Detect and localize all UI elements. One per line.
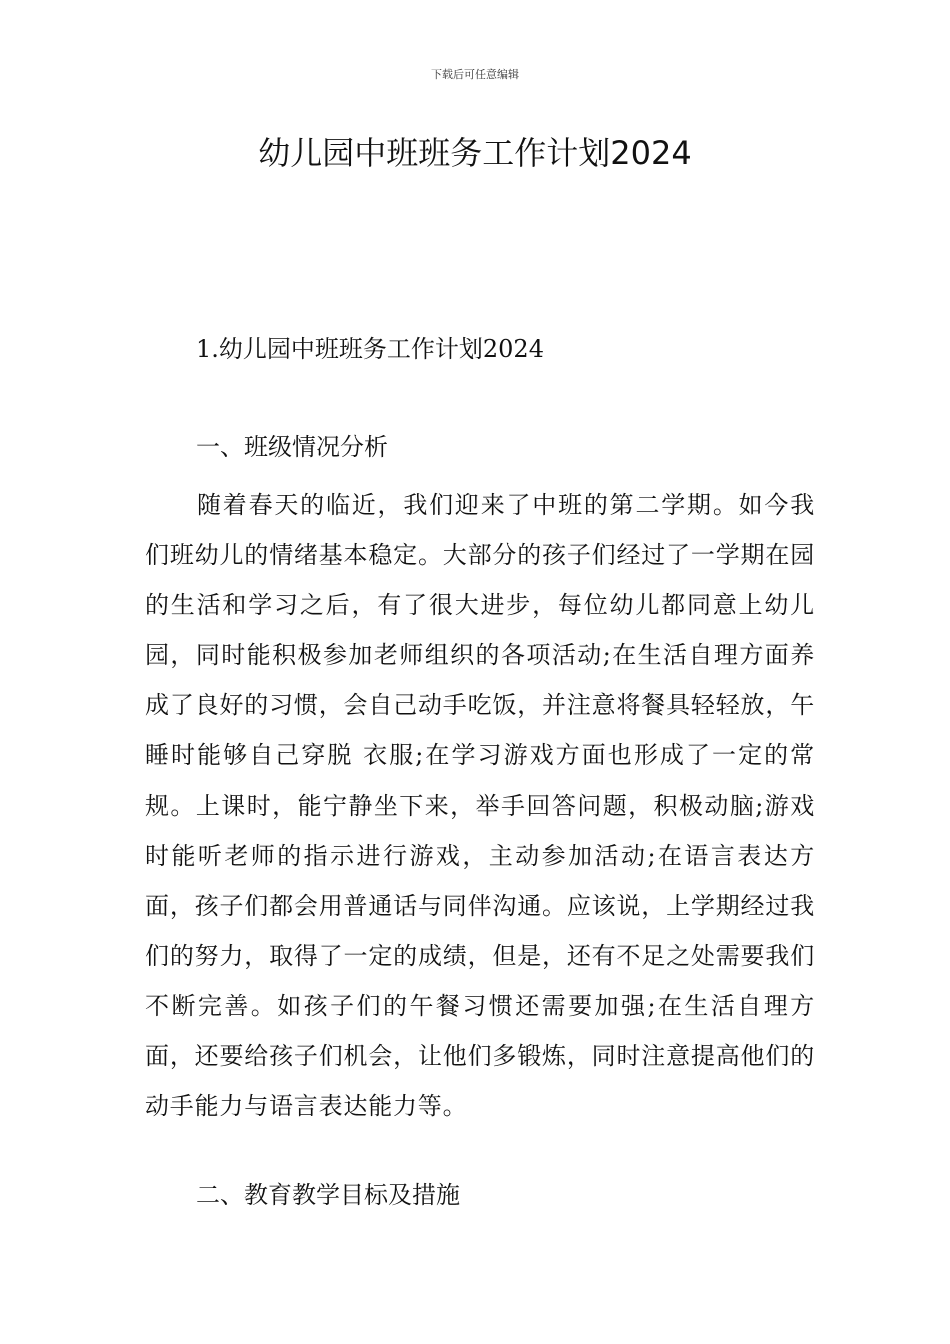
document-title: 幼儿园中班班务工作计划2024 — [258, 134, 692, 172]
section-heading-class-analysis: 一、班级情况分析 — [196, 433, 388, 461]
header-note: 下载后可任意编辑 — [431, 68, 519, 81]
section-heading-education-goals: 二、教育教学目标及措施 — [196, 1181, 460, 1209]
body-paragraph: 随着春天的临近，我们迎来了中班的第二学期。如今我们班幼儿的情绪基本稳定。大部分的孩子们经过了一学期在园的生活和学习之后，有了很大进步，每位幼儿都同意上幼儿园，同时能积极参加老师组织的各项活动;在生活自理方面养成了良好的习惯，会自己动手吃饭，并注意将餐具轻轻放，午睡时能够自己穿脱 衣服;在学习游戏方面也形成了一定的常规。上课时，能宁静坐下来，举手回答问题，积极动脑;游戏时能听老师的指示进行游戏，主动参加活动;在语言表达方面，孩子们都会用普通话与同伴沟通。应该说，上学期经过我们的努力，取得了一定的成绩，但是，还有不足之处需要我们不断完善。如孩子们的午餐习惯还需要加强;在生活自理方面，还要给孩子们机会，让他们多锻炼，同时注意提高他们的动手能力与语言表达能力等。 — [145, 491, 815, 1121]
subheading: 1.幼儿园中班班务工作计划2024 — [196, 335, 544, 363]
